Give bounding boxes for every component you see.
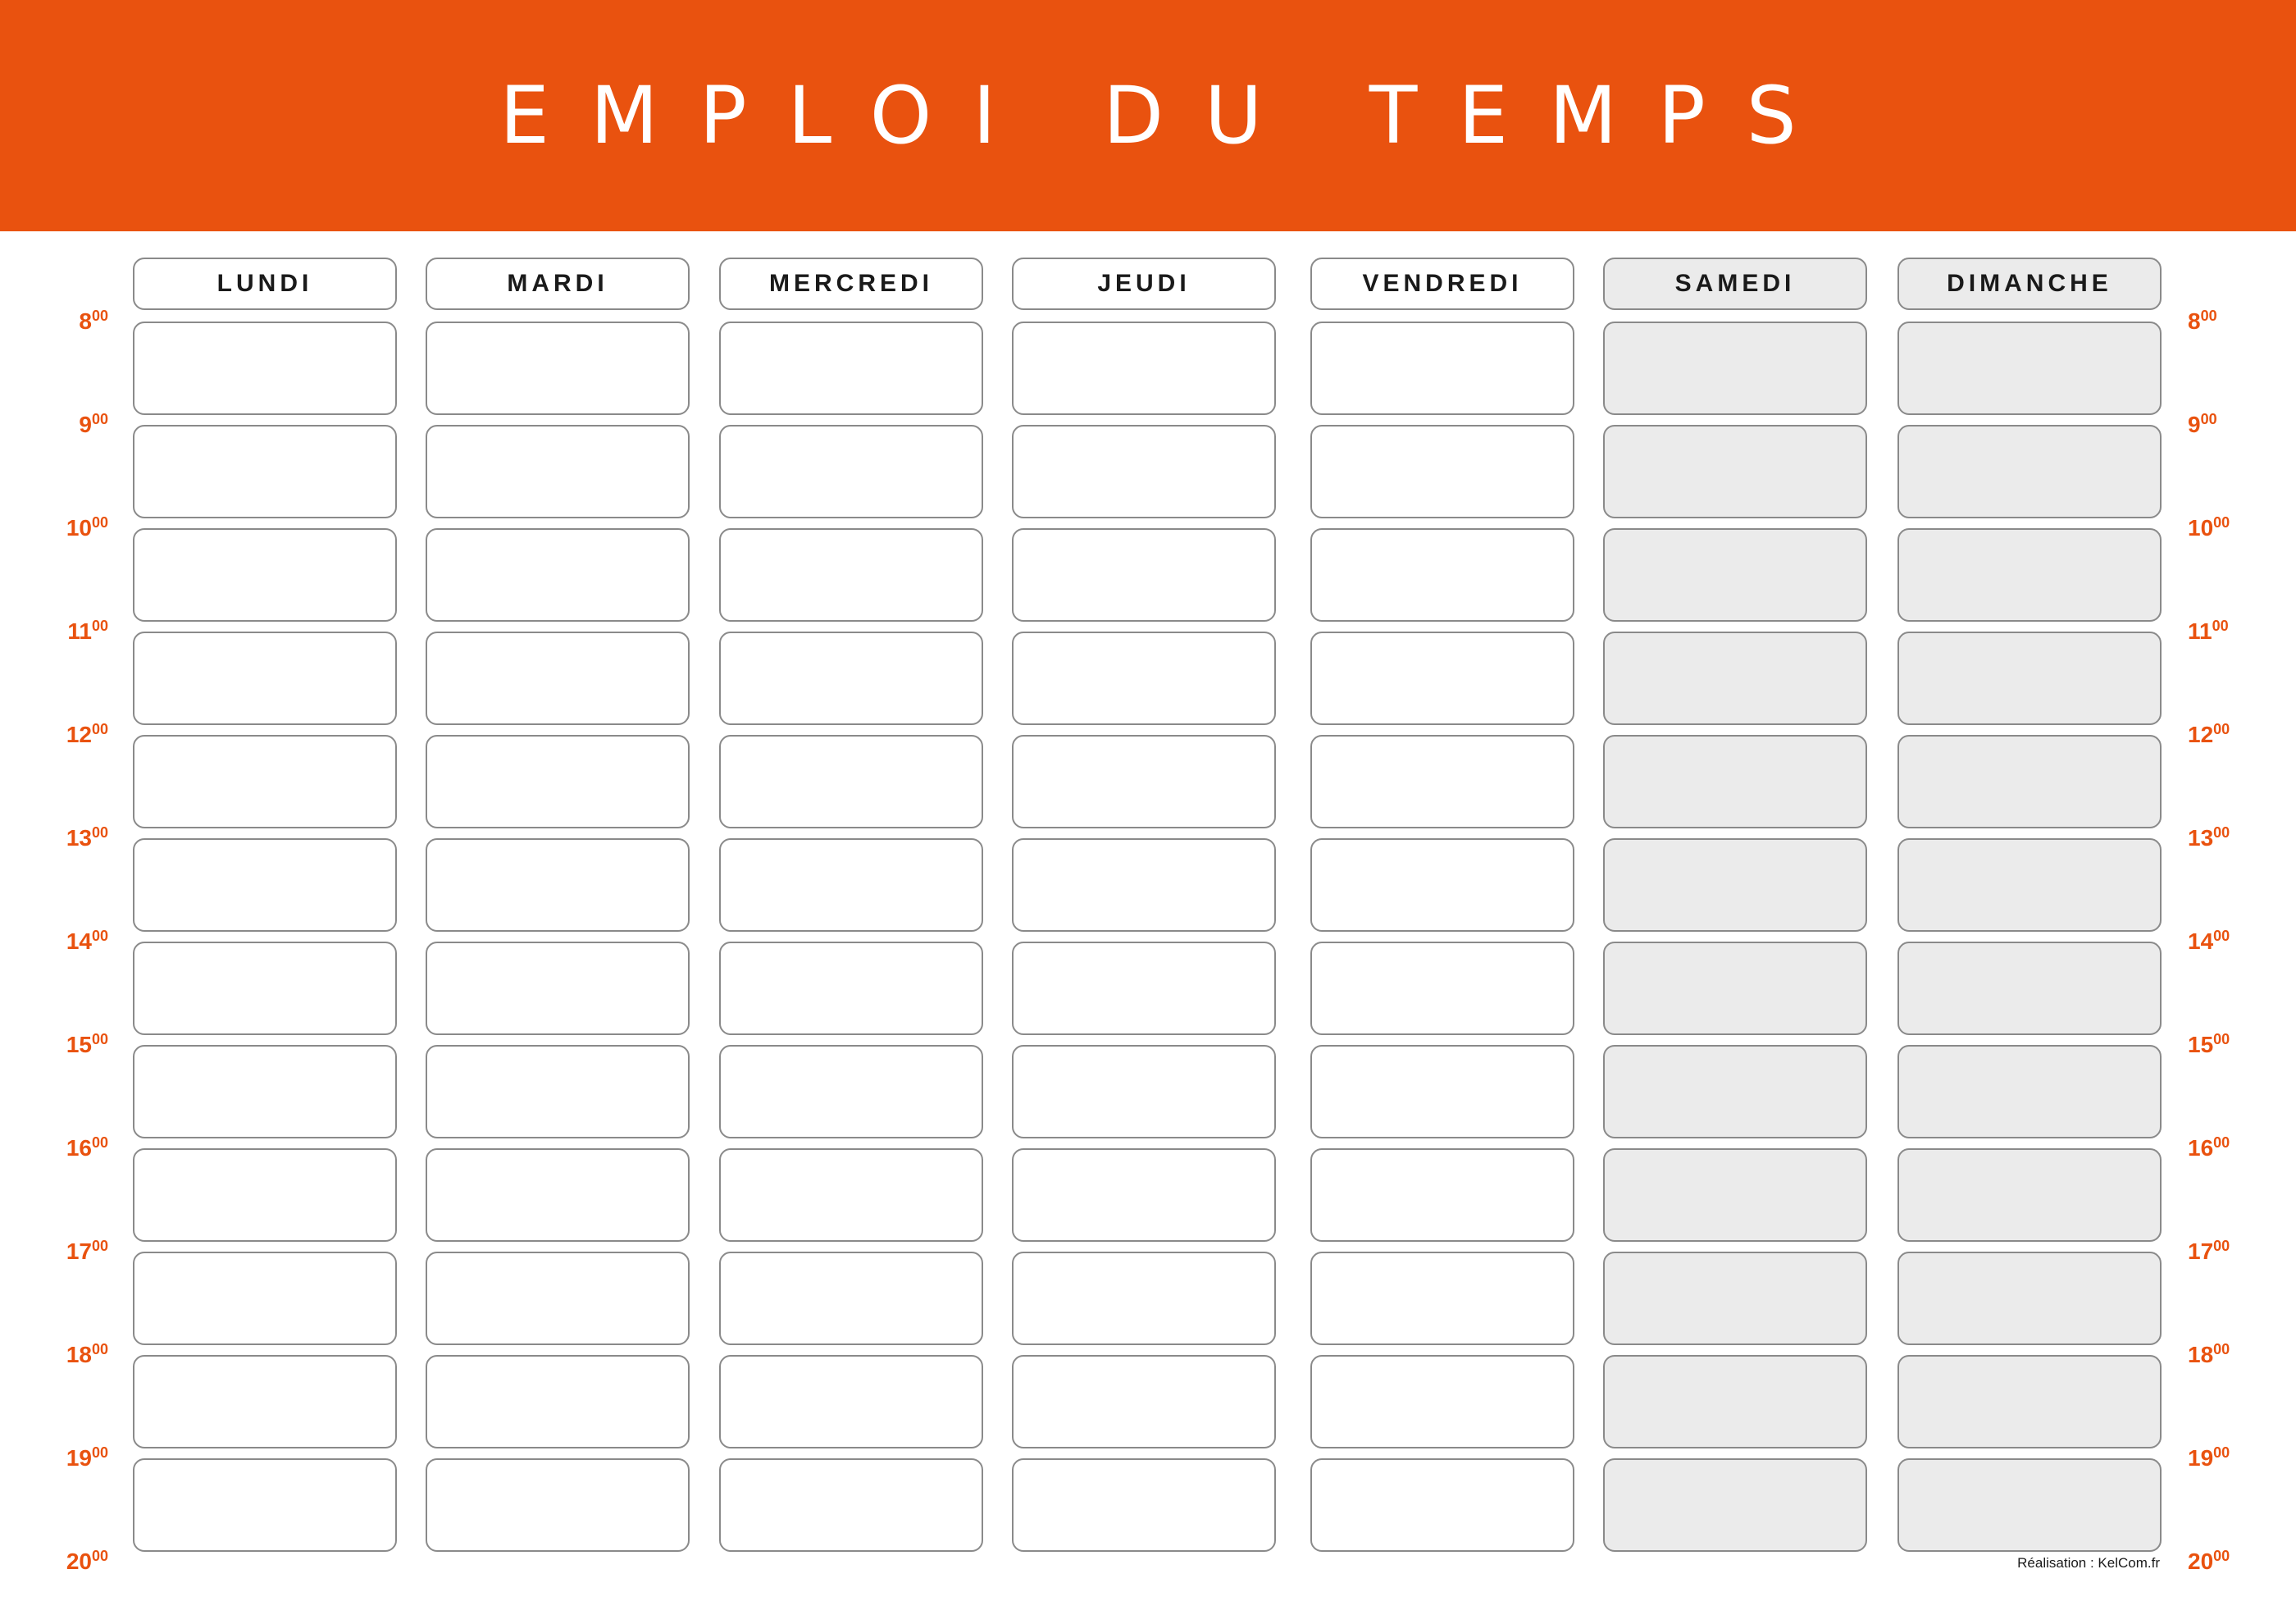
minute-value: 00 <box>91 1444 108 1461</box>
time-slot-samedi-13[interactable] <box>1603 838 1867 932</box>
time-slot-vendredi-11[interactable] <box>1310 632 1574 725</box>
time-slot-dimanche-9[interactable] <box>1897 425 2162 518</box>
time-slot-vendredi-16[interactable] <box>1310 1148 1574 1242</box>
time-slot-vendredi-17[interactable] <box>1310 1252 1574 1345</box>
hour-value: 10 <box>66 515 92 541</box>
time-slot-mercredi-10[interactable] <box>719 528 983 622</box>
time-slot-jeudi-15[interactable] <box>1012 1045 1276 1138</box>
time-slot-jeudi-13[interactable] <box>1012 838 1276 932</box>
time-slot-lundi-8[interactable] <box>133 322 397 415</box>
day-header-samedi: SAMEDI <box>1603 258 1867 310</box>
hour-label-left <box>39 408 108 441</box>
hour-label-right <box>2188 1545 2257 1578</box>
time-slot-mercredi-16[interactable] <box>719 1148 983 1242</box>
minute-value: 00 <box>2213 1031 2230 1047</box>
minute-value: 00 <box>2213 1238 2230 1254</box>
minute-value: 00 <box>2213 928 2230 944</box>
hour-value: 15 <box>2188 1032 2214 1057</box>
time-slot-vendredi-12[interactable] <box>1310 735 1574 828</box>
time-slot-lundi-16[interactable] <box>133 1148 397 1242</box>
minute-value: 00 <box>2213 1444 2230 1461</box>
time-slot-dimanche-13[interactable] <box>1897 838 2162 932</box>
time-slot-jeudi-10[interactable] <box>1012 528 1276 622</box>
time-slot-vendredi-9[interactable] <box>1310 425 1574 518</box>
time-slot-jeudi-16[interactable] <box>1012 1148 1276 1242</box>
time-slot-lundi-9[interactable] <box>133 425 397 518</box>
time-slot-jeudi-11[interactable] <box>1012 632 1276 725</box>
minute-value: 00 <box>2200 411 2217 427</box>
hour-label-right <box>2188 1235 2257 1268</box>
hour-value: 12 <box>66 722 92 747</box>
time-slot-mercredi-17[interactable] <box>719 1252 983 1345</box>
time-slot-dimanche-8[interactable] <box>1897 322 2162 415</box>
time-slot-dimanche-16[interactable] <box>1897 1148 2162 1242</box>
time-slot-vendredi-13[interactable] <box>1310 838 1574 932</box>
time-slot-samedi-14[interactable] <box>1603 942 1867 1035</box>
hour-value: 9 <box>79 412 92 437</box>
time-slot-lundi-19[interactable] <box>133 1458 397 1552</box>
time-slot-samedi-19[interactable] <box>1603 1458 1867 1552</box>
hour-label-left <box>39 822 108 855</box>
hour-value: 8 <box>79 308 92 334</box>
time-slot-mardi-13[interactable] <box>426 838 690 932</box>
time-slot-mardi-8[interactable] <box>426 322 690 415</box>
hour-value: 16 <box>66 1135 92 1161</box>
time-slot-lundi-15[interactable] <box>133 1045 397 1138</box>
time-slot-dimanche-17[interactable] <box>1897 1252 2162 1345</box>
time-slot-jeudi-18[interactable] <box>1012 1355 1276 1448</box>
time-slot-mardi-17[interactable] <box>426 1252 690 1345</box>
hour-label-left <box>39 1029 108 1061</box>
time-slot-mardi-15[interactable] <box>426 1045 690 1138</box>
time-slot-mardi-11[interactable] <box>426 632 690 725</box>
day-header-lundi: LUNDI <box>133 258 397 310</box>
day-header-dimanche: DIMANCHE <box>1897 258 2162 310</box>
hour-label-right <box>2188 512 2257 545</box>
hour-label-right <box>2188 925 2257 958</box>
time-slot-samedi-17[interactable] <box>1603 1252 1867 1345</box>
time-slot-mardi-14[interactable] <box>426 942 690 1035</box>
minute-value: 00 <box>2213 1548 2230 1564</box>
hour-label-left <box>39 1132 108 1165</box>
minute-value: 00 <box>91 1548 108 1564</box>
time-slot-samedi-10[interactable] <box>1603 528 1867 622</box>
time-slot-mardi-19[interactable] <box>426 1458 690 1552</box>
hour-value: 15 <box>66 1032 92 1057</box>
minute-value: 00 <box>2213 514 2230 531</box>
minute-value: 00 <box>91 1238 108 1254</box>
time-slot-mardi-18[interactable] <box>426 1355 690 1448</box>
hour-value: 8 <box>2188 308 2201 334</box>
page-title: EMPLOI DU TEMPS <box>499 70 1838 162</box>
time-slot-dimanche-14[interactable] <box>1897 942 2162 1035</box>
hour-value: 13 <box>2188 825 2214 851</box>
time-slot-lundi-12[interactable] <box>133 735 397 828</box>
minute-value: 00 <box>2213 824 2230 841</box>
day-header-jeudi: JEUDI <box>1012 258 1276 310</box>
hour-label-right <box>2188 1029 2257 1061</box>
time-slot-samedi-9[interactable] <box>1603 425 1867 518</box>
time-slot-dimanche-12[interactable] <box>1897 735 2162 828</box>
minute-value: 00 <box>2213 1134 2230 1151</box>
hour-label-right <box>2188 305 2257 338</box>
hour-value: 17 <box>2188 1239 2214 1264</box>
time-slot-samedi-8[interactable] <box>1603 322 1867 415</box>
time-slot-dimanche-18[interactable] <box>1897 1355 2162 1448</box>
hour-label-left <box>39 305 108 338</box>
hour-label-left <box>39 718 108 751</box>
minute-value: 00 <box>91 411 108 427</box>
time-slot-lundi-18[interactable] <box>133 1355 397 1448</box>
hour-label-left <box>39 1339 108 1371</box>
hour-label-right <box>2188 408 2257 441</box>
time-slot-dimanche-11[interactable] <box>1897 632 2162 725</box>
time-slot-vendredi-18[interactable] <box>1310 1355 1574 1448</box>
hour-value: 19 <box>66 1445 92 1471</box>
hour-label-left <box>39 1545 108 1578</box>
time-slot-samedi-11[interactable] <box>1603 632 1867 725</box>
minute-value: 00 <box>91 514 108 531</box>
hour-value: 17 <box>66 1239 92 1264</box>
hour-value: 20 <box>2188 1549 2214 1574</box>
time-slot-mercredi-8[interactable] <box>719 322 983 415</box>
time-slot-samedi-15[interactable] <box>1603 1045 1867 1138</box>
minute-value: 00 <box>91 721 108 737</box>
time-slot-jeudi-12[interactable] <box>1012 735 1276 828</box>
time-slot-lundi-11[interactable] <box>133 632 397 725</box>
minute-value: 00 <box>91 1341 108 1357</box>
time-slot-jeudi-9[interactable] <box>1012 425 1276 518</box>
day-header-mercredi: MERCREDI <box>719 258 983 310</box>
time-slot-mercredi-19[interactable] <box>719 1458 983 1552</box>
time-slot-jeudi-17[interactable] <box>1012 1252 1276 1345</box>
hour-label-right <box>2188 822 2257 855</box>
hour-value: 14 <box>66 928 92 954</box>
time-slot-mercredi-18[interactable] <box>719 1355 983 1448</box>
hour-value: 12 <box>2188 722 2214 747</box>
time-slot-mardi-16[interactable] <box>426 1148 690 1242</box>
minute-value: 00 <box>2212 618 2229 634</box>
hour-value: 14 <box>2188 928 2214 954</box>
time-slot-jeudi-14[interactable] <box>1012 942 1276 1035</box>
time-slot-samedi-16[interactable] <box>1603 1148 1867 1242</box>
minute-value: 00 <box>91 308 108 324</box>
time-slot-jeudi-19[interactable] <box>1012 1458 1276 1552</box>
time-slot-dimanche-15[interactable] <box>1897 1045 2162 1138</box>
day-header-vendredi: VENDREDI <box>1310 258 1574 310</box>
time-slot-lundi-17[interactable] <box>133 1252 397 1345</box>
minute-value: 00 <box>91 1134 108 1151</box>
hour-label-right <box>2188 1339 2257 1371</box>
time-slot-mercredi-14[interactable] <box>719 942 983 1035</box>
hour-label-left <box>39 512 108 545</box>
hour-value: 18 <box>2188 1342 2214 1367</box>
hour-value: 11 <box>67 618 92 644</box>
time-slot-mardi-12[interactable] <box>426 735 690 828</box>
time-slot-mercredi-13[interactable] <box>719 838 983 932</box>
hour-value: 10 <box>2188 515 2214 541</box>
time-slot-vendredi-8[interactable] <box>1310 322 1574 415</box>
time-slot-mardi-10[interactable] <box>426 528 690 622</box>
minute-value: 00 <box>91 1031 108 1047</box>
time-slot-mardi-9[interactable] <box>426 425 690 518</box>
hour-value: 16 <box>2188 1135 2214 1161</box>
time-slot-vendredi-10[interactable] <box>1310 528 1574 622</box>
hour-value: 11 <box>2188 618 2212 644</box>
time-slot-vendredi-15[interactable] <box>1310 1045 1574 1138</box>
time-slot-dimanche-19[interactable] <box>1897 1458 2162 1552</box>
hour-label-left <box>39 1235 108 1268</box>
time-slot-mercredi-11[interactable] <box>719 632 983 725</box>
title-banner <box>0 0 2296 231</box>
day-header-mardi: MARDI <box>426 258 690 310</box>
minute-value: 00 <box>91 824 108 841</box>
time-slot-vendredi-14[interactable] <box>1310 942 1574 1035</box>
hour-value: 20 <box>66 1549 92 1574</box>
hour-value: 13 <box>66 825 92 851</box>
time-slot-lundi-14[interactable] <box>133 942 397 1035</box>
hour-value: 9 <box>2188 412 2201 437</box>
hour-value: 18 <box>66 1342 92 1367</box>
time-slot-dimanche-10[interactable] <box>1897 528 2162 622</box>
hour-label-right <box>2188 1442 2257 1475</box>
time-slot-jeudi-8[interactable] <box>1012 322 1276 415</box>
time-slot-mercredi-15[interactable] <box>719 1045 983 1138</box>
time-slot-mercredi-9[interactable] <box>719 425 983 518</box>
minute-value: 00 <box>2213 721 2230 737</box>
hour-value: 19 <box>2188 1445 2214 1471</box>
minute-value: 00 <box>2213 1341 2230 1357</box>
minute-value: 00 <box>2200 308 2217 324</box>
time-slot-lundi-10[interactable] <box>133 528 397 622</box>
time-slot-samedi-18[interactable] <box>1603 1355 1867 1448</box>
time-slot-vendredi-19[interactable] <box>1310 1458 1574 1552</box>
time-slot-samedi-12[interactable] <box>1603 735 1867 828</box>
hour-label-right <box>2188 1132 2257 1165</box>
hour-label-left <box>39 615 108 648</box>
minute-value: 00 <box>91 928 108 944</box>
hour-label-right <box>2188 615 2257 648</box>
time-slot-lundi-13[interactable] <box>133 838 397 932</box>
hour-label-left <box>39 1442 108 1475</box>
hour-label-left <box>39 925 108 958</box>
time-slot-mercredi-12[interactable] <box>719 735 983 828</box>
hour-label-right <box>2188 718 2257 751</box>
minute-value: 00 <box>91 618 108 634</box>
credit-text: Réalisation : KelCom.fr <box>2017 1555 2160 1571</box>
